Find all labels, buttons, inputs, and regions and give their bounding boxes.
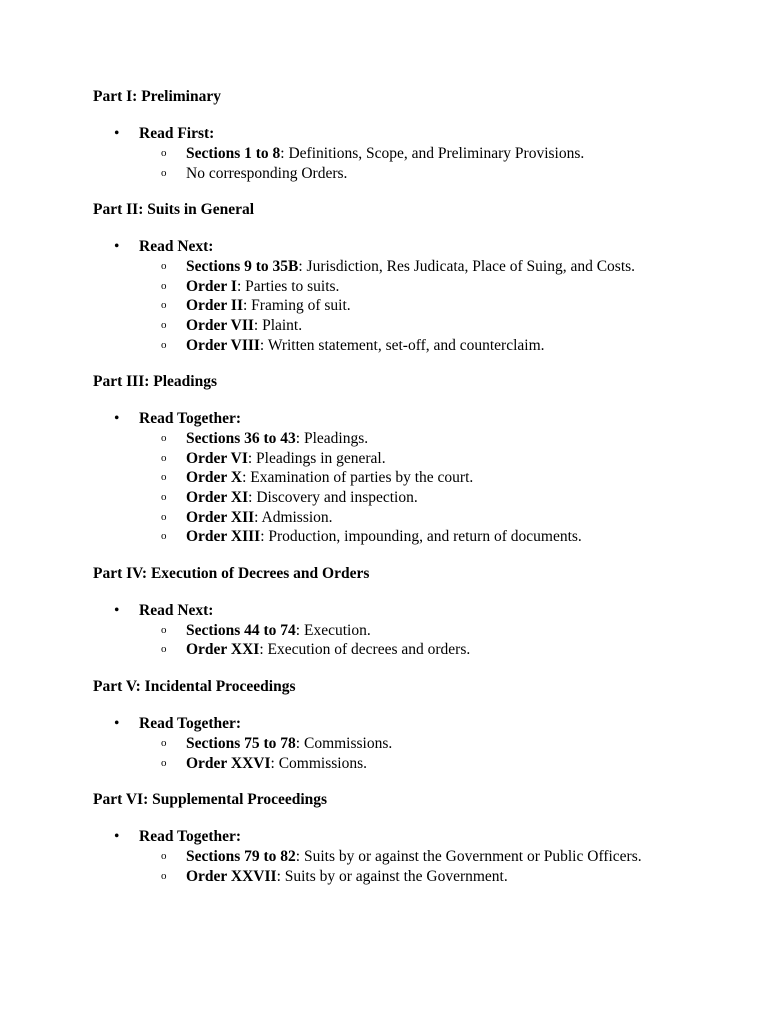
provision-item <box>139 468 675 488</box>
provision-item <box>139 296 675 316</box>
provision-list <box>139 734 675 773</box>
document-page <box>93 87 675 903</box>
part-heading: Part I: Preliminary <box>93 88 221 105</box>
circle-bullet-icon: o <box>161 736 167 749</box>
provision-description: : Suits by or against the Government or Public Officers. <box>295 848 642 866</box>
provision-reference: Sections 75 to 78 <box>186 734 296 752</box>
part-heading: Part III: Pleadings <box>93 373 217 391</box>
provision-item <box>139 316 675 336</box>
circle-bullet-icon: o <box>161 490 167 503</box>
provision-description: : Pleadings. <box>295 430 369 448</box>
provision-item <box>139 488 675 508</box>
provision-description: : Pleadings in general. <box>247 449 386 467</box>
provision-reference: Order XI <box>186 488 249 506</box>
provision-reference: Sections 79 to 82 <box>186 848 296 866</box>
provision-list <box>139 429 675 547</box>
provision-item <box>139 144 675 164</box>
provision-description: : Definitions, Scope, and Preliminary Provisions. <box>280 145 585 162</box>
provision-description: : Commissions. <box>295 734 393 752</box>
provision-list <box>139 144 675 183</box>
reading-group-list <box>93 237 675 355</box>
circle-bullet-icon: o <box>161 338 167 351</box>
reading-group-label: Read Together: <box>139 714 242 732</box>
provision-item <box>139 429 675 449</box>
provision-reference: Order XIII <box>186 528 261 546</box>
circle-bullet-icon: o <box>161 147 167 159</box>
circle-bullet-icon: o <box>161 471 167 484</box>
circle-bullet-icon: o <box>161 318 167 331</box>
provision-item <box>139 527 675 547</box>
circle-bullet-icon: o <box>161 623 167 636</box>
part-heading: Part V: Incidental Proceedings <box>93 677 296 695</box>
provision-description: : Production, impounding, and return of documents. <box>260 528 582 546</box>
circle-bullet-icon: o <box>161 432 167 445</box>
bullet-icon: • <box>114 125 120 142</box>
provision-reference: Order XXVII <box>186 867 277 885</box>
provision-item <box>139 449 675 469</box>
provision-item <box>139 164 675 184</box>
provision-item <box>139 867 675 887</box>
provision-description: : Plaint. <box>253 316 303 334</box>
reading-group-list <box>93 601 675 660</box>
provision-item <box>139 277 675 297</box>
provision-description: : Framing of suit. <box>242 297 351 315</box>
provision-item <box>139 621 675 641</box>
circle-bullet-icon: o <box>161 260 167 273</box>
provision-reference: Order XII <box>186 508 255 526</box>
provision-description: No corresponding Orders. <box>186 164 348 182</box>
reading-group <box>93 124 675 183</box>
reading-group-label: Read Together: <box>139 828 242 846</box>
reading-group <box>93 237 675 355</box>
circle-bullet-icon: o <box>161 166 167 179</box>
provision-item <box>139 508 675 528</box>
reading-group <box>93 827 675 886</box>
provision-reference: Sections 1 to 8 <box>186 145 281 162</box>
part-heading: Part II: Suits in General <box>93 201 255 219</box>
provision-item <box>139 640 675 660</box>
provision-item <box>139 847 675 867</box>
reading-group-list <box>93 714 675 773</box>
circle-bullet-icon: o <box>161 869 167 882</box>
bullet-icon: • <box>114 601 120 619</box>
bullet-icon: • <box>114 238 120 256</box>
provision-reference: Order I <box>186 277 237 295</box>
provision-description: : Parties to suits. <box>236 277 340 295</box>
reading-group-label: Read Together: <box>139 410 242 428</box>
provision-item <box>139 336 675 356</box>
provision-description: : Jurisdiction, Res Judicata, Place of Suing, and Costs. <box>298 258 636 276</box>
provision-description: : Execution. <box>295 621 371 639</box>
reading-group-label: Read Next: <box>139 601 214 619</box>
provision-list <box>139 257 675 355</box>
provision-list <box>139 621 675 660</box>
provision-reference: Sections 9 to 35B <box>186 258 299 276</box>
circle-bullet-icon: o <box>161 510 167 523</box>
provision-description: : Commissions. <box>270 754 367 772</box>
provision-description: : Suits by or against the Government. <box>276 867 508 885</box>
reading-group <box>93 714 675 773</box>
provision-description: : Admission. <box>254 508 333 526</box>
provision-description: : Discovery and inspection. <box>248 488 418 506</box>
circle-bullet-icon: o <box>161 643 167 656</box>
provision-list <box>139 847 675 886</box>
circle-bullet-icon: o <box>161 299 167 312</box>
reading-group <box>93 601 675 660</box>
provision-reference: Order II <box>186 297 243 315</box>
provision-reference: Sections 36 to 43 <box>186 430 296 448</box>
provision-reference: Order XXVI <box>186 754 271 772</box>
part-heading: Part IV: Execution of Decrees and Orders <box>93 564 370 582</box>
provision-reference: Order VI <box>186 449 248 467</box>
part-heading: Part VI: Supplemental Proceedings <box>93 791 328 809</box>
provision-reference: Order VIII <box>186 336 260 354</box>
reading-group-list <box>93 409 675 547</box>
bullet-icon: • <box>114 828 120 846</box>
reading-group-label: Read First: <box>139 125 215 142</box>
provision-item <box>139 734 675 754</box>
provision-reference: Order XXI <box>186 641 260 659</box>
provision-item <box>139 754 675 774</box>
provision-description: : Written statement, set-off, and counterclaim. <box>259 336 545 354</box>
reading-group-list <box>93 827 675 886</box>
reading-group <box>93 409 675 547</box>
provision-description: : Examination of parties by the court. <box>242 469 474 487</box>
bullet-icon: • <box>114 714 120 732</box>
circle-bullet-icon: o <box>161 850 167 863</box>
circle-bullet-icon: o <box>161 451 167 464</box>
reading-group-label: Read Next: <box>139 238 214 256</box>
circle-bullet-icon: o <box>161 756 167 769</box>
circle-bullet-icon: o <box>161 530 167 543</box>
provision-reference: Order VII <box>186 316 254 334</box>
reading-group-list <box>93 124 675 183</box>
provision-item <box>139 257 675 277</box>
provision-reference: Sections 44 to 74 <box>186 621 296 639</box>
bullet-icon: • <box>114 410 120 428</box>
circle-bullet-icon: o <box>161 279 167 292</box>
provision-description: : Execution of decrees and orders. <box>259 641 471 659</box>
provision-reference: Order X <box>186 469 243 487</box>
